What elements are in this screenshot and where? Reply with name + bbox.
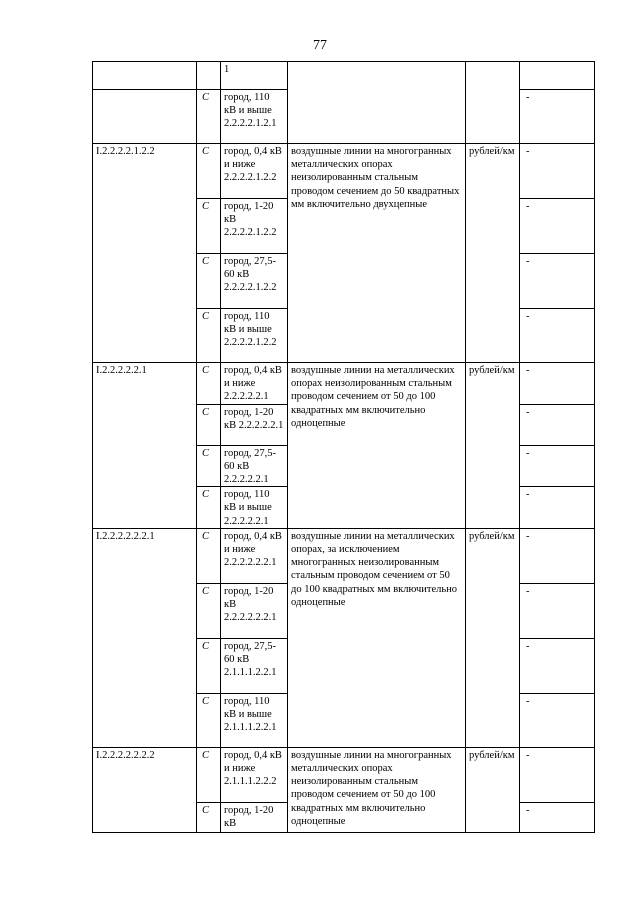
name-cell: город, 0,4 кВ и ниже 2.2.2.2.2.2.1 bbox=[221, 528, 288, 583]
description-cell bbox=[288, 62, 466, 144]
name-cell: город, 1-20 кВ bbox=[221, 802, 288, 832]
name-cell: город, 27,5-60 кВ 2.2.2.2.1.2.2 bbox=[221, 254, 288, 309]
value-cell: - bbox=[520, 363, 595, 405]
value-cell bbox=[520, 62, 595, 90]
name-cell: город, 0,4 кВ и ниже 2.1.1.1.2.2.2 bbox=[221, 747, 288, 802]
unit-cell: рублей/км bbox=[466, 747, 520, 832]
type-cell: С bbox=[197, 199, 221, 254]
tariff-table-body bbox=[93, 62, 595, 833]
description-cell: воздушные линии на многогранных металлических опорах неизолированным стальным проводом сечением до 50 квадратных мм включительно двухцепные bbox=[288, 144, 466, 363]
type-cell: С bbox=[197, 747, 221, 802]
value-cell: - bbox=[520, 199, 595, 254]
code-cell bbox=[93, 90, 197, 144]
code-cell: I.2.2.2.2.2.2.1 bbox=[93, 528, 197, 747]
type-cell: С bbox=[197, 363, 221, 405]
value-cell: - bbox=[520, 528, 595, 583]
name-cell: город, 1-20 кВ 2.2.2.2.2.2.1 bbox=[221, 583, 288, 638]
name-cell: город, 1-20 кВ 2.2.2.2.2.1 bbox=[221, 404, 288, 445]
type-cell bbox=[197, 62, 221, 90]
name-cell: город, 110 кВ и выше 2.2.2.2.1.2.1 bbox=[221, 90, 288, 144]
value-cell: - bbox=[520, 144, 595, 199]
name-cell: город, 27,5-60 кВ 2.1.1.1.2.2.1 bbox=[221, 638, 288, 693]
name-cell: город, 27,5-60 кВ 2.2.2.2.2.1 bbox=[221, 445, 288, 487]
code-cell: I.2.2.2.2.2.1 bbox=[93, 363, 197, 529]
type-cell: С bbox=[197, 90, 221, 144]
code-cell: I.2.2.2.2.1.2.2 bbox=[93, 144, 197, 363]
value-cell: - bbox=[520, 583, 595, 638]
table-row bbox=[93, 528, 595, 583]
name-cell: город, 110 кВ и выше 2.1.1.1.2.2.1 bbox=[221, 693, 288, 747]
value-cell: - bbox=[520, 638, 595, 693]
tariff-table bbox=[92, 61, 595, 833]
type-cell: С bbox=[197, 693, 221, 747]
type-cell: С bbox=[197, 802, 221, 832]
value-cell: - bbox=[520, 693, 595, 747]
value-cell: - bbox=[520, 404, 595, 445]
description-cell: воздушные линии на металлических опорах, за исключением многогранных неизолированным стальным проводом сечением от 50 до 100 квадратных мм включительно одноцепные bbox=[288, 528, 466, 747]
table-row bbox=[93, 363, 595, 405]
code-cell: I.2.2.2.2.2.2.2 bbox=[93, 747, 197, 832]
description-cell: воздушные линии на металлических опорах неизолированным стальным проводом сечением от 50 до 100 квадратных мм включительно одноцепные bbox=[288, 363, 466, 529]
table-row bbox=[93, 747, 595, 802]
type-cell: С bbox=[197, 404, 221, 445]
code-cell bbox=[93, 62, 197, 90]
unit-cell: рублей/км bbox=[466, 363, 520, 529]
value-cell: - bbox=[520, 487, 595, 529]
type-cell: С bbox=[197, 144, 221, 199]
value-cell: - bbox=[520, 445, 595, 487]
value-cell: - bbox=[520, 309, 595, 363]
name-cell: город, 0,4 кВ и ниже 2.2.2.2.2.1 bbox=[221, 363, 288, 405]
value-cell: - bbox=[520, 90, 595, 144]
unit-cell: рублей/км bbox=[466, 528, 520, 747]
type-cell: С bbox=[197, 487, 221, 529]
table-row bbox=[93, 144, 595, 199]
description-cell: воздушные линии на многогранных металлических опорах неизолированным стальным проводом сечением от 50 до 100 квадратных мм включительно одноцепные bbox=[288, 747, 466, 832]
name-cell: город, 1-20 кВ 2.2.2.2.1.2.2 bbox=[221, 199, 288, 254]
name-cell: город, 110 кВ и выше 2.2.2.2.1.2.2 bbox=[221, 309, 288, 363]
type-cell: С bbox=[197, 528, 221, 583]
name-cell: город, 0,4 кВ и ниже 2.2.2.2.1.2.2 bbox=[221, 144, 288, 199]
unit-cell bbox=[466, 62, 520, 144]
type-cell: С bbox=[197, 309, 221, 363]
value-cell: - bbox=[520, 254, 595, 309]
type-cell: С bbox=[197, 254, 221, 309]
page-number: 77 bbox=[313, 38, 327, 53]
value-cell: - bbox=[520, 802, 595, 832]
type-cell: С bbox=[197, 445, 221, 487]
type-cell: С bbox=[197, 638, 221, 693]
name-cell: 1 bbox=[221, 62, 288, 90]
unit-cell: рублей/км bbox=[466, 144, 520, 363]
name-cell: город, 110 кВ и выше 2.2.2.2.2.1 bbox=[221, 487, 288, 529]
value-cell: - bbox=[520, 747, 595, 802]
type-cell: С bbox=[197, 583, 221, 638]
table-row bbox=[93, 62, 595, 90]
